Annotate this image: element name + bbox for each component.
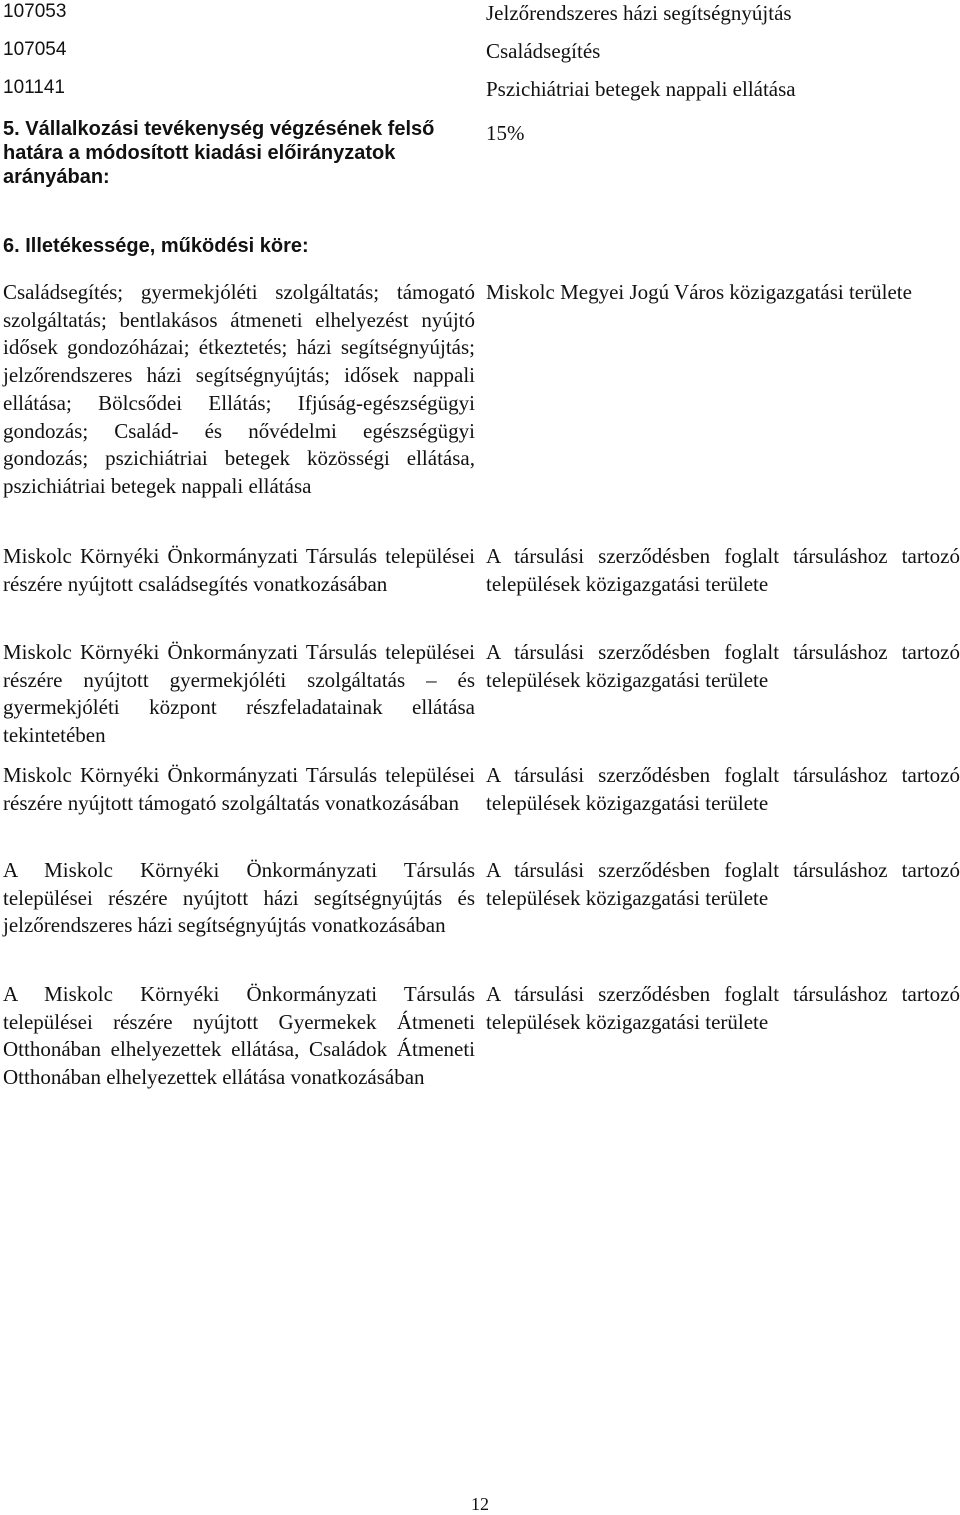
jurisdiction-area: A társulási szerződésben foglalt társuláshoz tartozó települések közigazgatási területe (486, 640, 960, 692)
section6-heading: 6. Illetékessége, működési köre: (3, 235, 309, 257)
jurisdiction-area: Miskolc Megyei Jogú Város közigazgatási területe (486, 280, 912, 304)
jurisdiction-scope: Miskolc Környéki Önkormányzati Társulás települései részére nyújtott gyermekjóléti szolgáltatás – és gyermekjóléti központ részfeladatainak ellátása tekintetében (3, 640, 475, 748)
jurisdiction-scope: Családsegítés; gyermekjóléti szolgáltatás; támogató szolgáltatás; bentlakásos átmeneti elhelyezést nyújtó idősek gondozóházai; étkeztetés; házi segítségnyújtás; jelzőrendszeres házi segítségnyújtás; idősek nappali ellátása; Bölcsődei Ellátás; Ifjúság-egészségügyi gondozás; Család- és nővédelmi egészségügyi gondozás; pszichiátriai betegek közösségi ellátása, pszichiátriai betegek nappali ellátása (3, 280, 475, 498)
jurisdiction-scope: A Miskolc Környéki Önkormányzati Társulás települései részére nyújtott Gyermekek Átmeneti Otthonában elhelyezettek ellátása, Családok Átmeneti Otthonában elhelyezettek ellátása vonatkozásában (3, 982, 475, 1090)
jurisdiction-scope: A Miskolc Környéki Önkormányzati Társulás települései részére nyújtott házi segítségnyújtás és jelzőrendszeres házi segítségnyújtás vonatkozásában (3, 858, 475, 938)
activity-code: 101141 (3, 77, 65, 98)
jurisdiction-area: A társulási szerződésben foglalt társuláshoz tartozó települések közigazgatási területe (486, 858, 960, 910)
jurisdiction-area: A társulási szerződésben foglalt társuláshoz tartozó települések közigazgatási területe (486, 763, 960, 815)
jurisdiction-area: A társulási szerződésben foglalt társuláshoz tartozó települések közigazgatási területe (486, 982, 960, 1034)
jurisdiction-area: A társulási szerződésben foglalt társuláshoz tartozó települések közigazgatási területe (486, 544, 960, 596)
activity-name: Jelzőrendszeres házi segítségnyújtás (486, 1, 792, 25)
page-number: 12 (471, 1494, 489, 1514)
activity-name: Pszichiátriai betegek nappali ellátása (486, 77, 796, 101)
jurisdiction-scope: Miskolc Környéki Önkormányzati Társulás települései részére nyújtott családsegítés vonatkozásában (3, 544, 475, 596)
jurisdiction-scope: Miskolc Környéki Önkormányzati Társulás települései részére nyújtott támogató szolgáltatás vonatkozásában (3, 763, 475, 815)
activity-code: 107054 (3, 39, 67, 60)
activity-code: 107053 (3, 1, 67, 22)
section5-label: 5. Vállalkozási tevékenység végzésének felső határa a módosított kiadási előirányzatok arányában: (3, 118, 435, 188)
activity-name: Családsegítés (486, 39, 601, 63)
section5-value: 15% (486, 121, 525, 145)
